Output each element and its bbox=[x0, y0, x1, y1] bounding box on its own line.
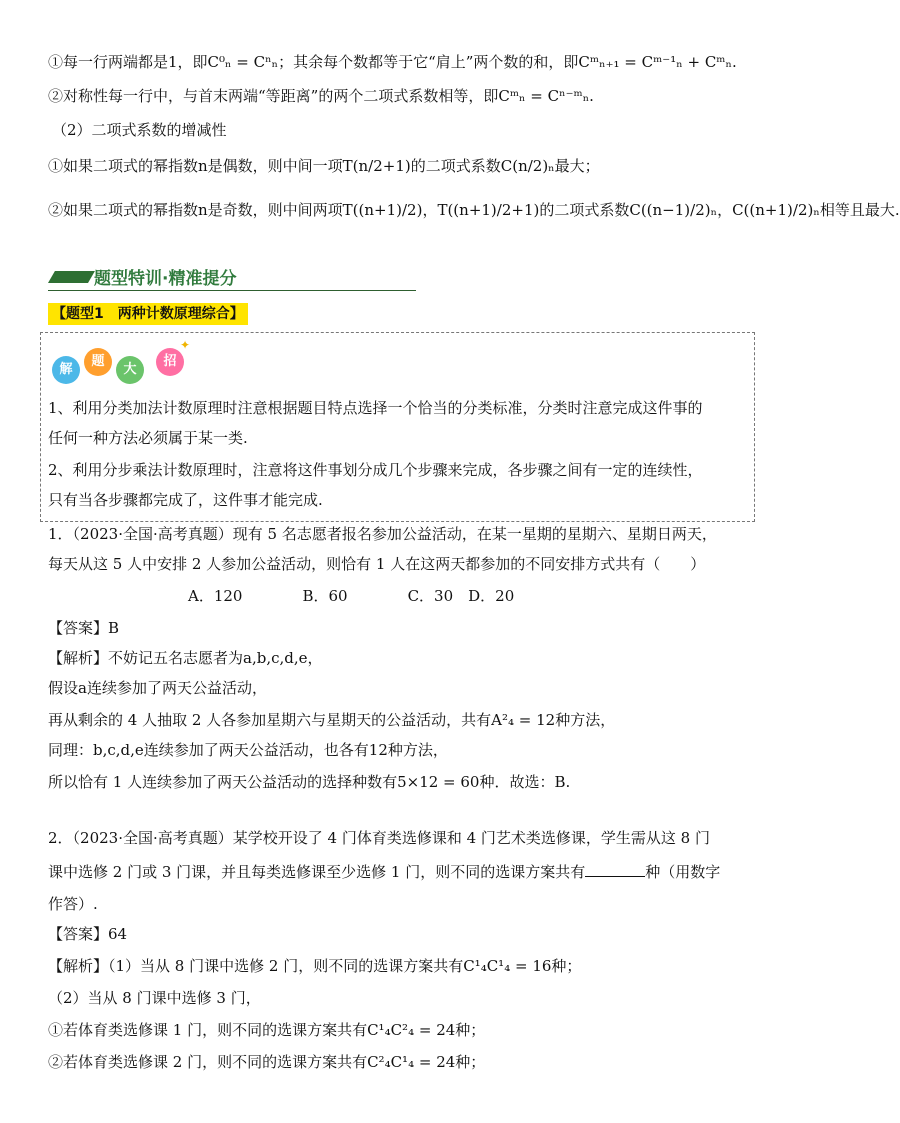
q2-stem-line-2 bbox=[48, 862, 720, 882]
property-line-2: ②对称性每一行中，与首末两端“等距离”的两个二项式系数相等，即Cᵐₙ = Cⁿ⁻ᵐₙ. bbox=[48, 87, 594, 105]
q2-stem-line-3: 作答）. bbox=[48, 895, 98, 913]
q2-stem-line-1: 2．（2023·全国·高考真题）某学校开设了 4 门体育类选修课和 4 门艺术类选修课，学生需从这 8 门 bbox=[48, 829, 710, 847]
q2-analysis-line-3: ①若体育类选修课 1 门，则不同的选课方案共有C¹₄C²₄ = 24种； bbox=[48, 1021, 486, 1039]
q1-stem-line-2: 每天从这 5 人中安排 2 人参加公益活动，则恰有 1 人在这两天都参加的不同安排方式共有（ ） bbox=[48, 555, 706, 573]
property-line-1: ①每一行两端都是1，即C⁰ₙ = Cⁿₙ；其余每个数都等于它“肩上”两个数的和，即Cᵐₙ₊₁ = Cᵐ⁻¹ₙ + Cᵐₙ. bbox=[48, 53, 737, 71]
q1-stem-line-1: 1．（2023·全国·高考真题）现有 5 名志愿者报名参加公益活动，在某一星期的星期六、星期日两天， bbox=[48, 525, 717, 543]
q2-answer: 【答案】64 bbox=[48, 925, 128, 943]
badge-char-1: 解 bbox=[52, 356, 80, 384]
badge-char-3: 大 bbox=[116, 356, 144, 384]
tip-line-4: 只有当各步骤都完成了，这件事才能完成. bbox=[48, 491, 323, 509]
section-title: 题型特训·精准提分 bbox=[94, 269, 237, 289]
q1-answer: 【答案】B bbox=[48, 619, 120, 637]
q2-stem-line-2-part-b: 种（用数字 bbox=[645, 863, 721, 881]
badge-char-4: 招 bbox=[156, 348, 184, 376]
q2-analysis-line-4: ②若体育类选修课 2 门，则不同的选课方案共有C²₄C¹₄ = 24种； bbox=[48, 1053, 486, 1071]
sparkle-icon: ✦ bbox=[180, 338, 191, 352]
q1-analysis-line-4: 同理：b,c,d,e连续参加了两天公益活动，也各有12种方法， bbox=[48, 741, 448, 759]
tip-line-3: 2、利用分步乘法计数原理时，注意将这件事划分成几个步骤来完成，各步骤之间有一定的连续性， bbox=[48, 461, 703, 479]
q2-analysis-line-1: 【解析】（1）当从 8 门课中选修 2 门，则不同的选课方案共有C¹₄C¹₄ = 16种； bbox=[48, 957, 582, 975]
answer-blank bbox=[585, 862, 645, 877]
q2-analysis-line-2: （2）当从 8 门课中选修 3 门， bbox=[48, 989, 261, 1007]
tip-line-2: 任何一种方法必须属于某一类. bbox=[48, 429, 248, 447]
section-header bbox=[48, 262, 416, 291]
q1-options: A．120 B．60 C．30 D．20 bbox=[188, 587, 515, 605]
badge-char-2: 题 bbox=[84, 348, 112, 376]
property-line-odd: ②如果二项式的幂指数n是奇数，则中间两项T((n+1)/2)，T((n+1)/2+1)的二项式系数C((n−1)/2)ₙ，C((n+1)/2)ₙ相等且最大. bbox=[48, 201, 900, 219]
q1-analysis-line-3: 再从剩余的 4 人抽取 2 人各参加星期六与星期天的公益活动，共有A²₄ = 12种方法， bbox=[48, 711, 616, 729]
q2-stem-line-2-part-a: 课中选修 2 门或 3 门课，并且每类选修课至少选修 1 门，则不同的选课方案共有 bbox=[48, 863, 586, 881]
section-bar-decoration bbox=[48, 271, 95, 283]
q1-analysis-line-2: 假设a连续参加了两天公益活动， bbox=[48, 679, 267, 697]
q1-analysis-line-1: 【解析】不妨记五名志愿者为a,b,c,d,e， bbox=[48, 649, 323, 667]
question-type-tag: 【题型1 两种计数原理综合】 bbox=[48, 303, 248, 325]
tip-line-1: 1、利用分类加法计数原理时注意根据题目特点选择一个恰当的分类标准，分类时注意完成这件事的 bbox=[48, 399, 703, 417]
subheading-monotonicity: （2）二项式系数的增减性 bbox=[52, 121, 227, 139]
property-line-even: ①如果二项式的幂指数n是偶数，则中间一项T(n/2+1)的二项式系数C(n/2)ₙ最大； bbox=[48, 157, 600, 175]
q1-analysis-line-5: 所以恰有 1 人连续参加了两天公益活动的选择种数有5×12 = 60种．故选：B. bbox=[48, 773, 571, 791]
